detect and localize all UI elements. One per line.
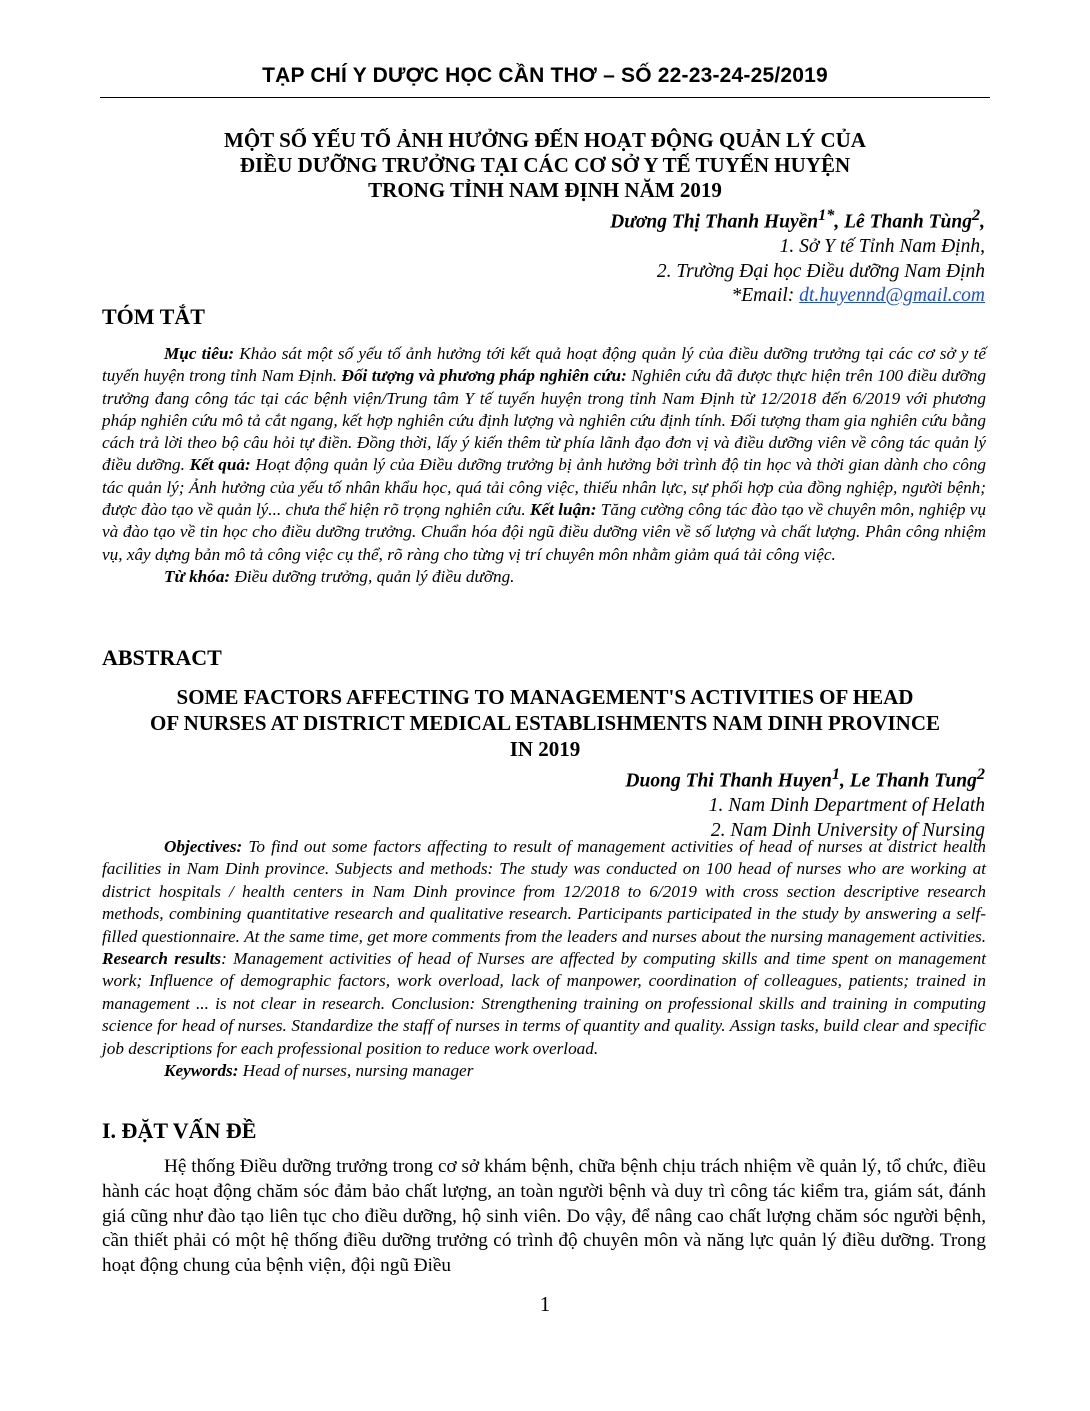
title-vi-line: MỘT SỐ YẾU TỐ ẢNH HƯỞNG ĐẾN HOẠT ĐỘNG QUẢN LÝ CỦA <box>224 128 866 152</box>
author-block-vi <box>610 203 985 309</box>
affiliation: 2. Nam Dinh University of Nursing <box>710 819 985 841</box>
affiliation: 2. Trường Đại học Điều dưỡng Nam Định <box>656 260 985 282</box>
journal-header: TẠP CHÍ Y DƯỢC HỌC CẦN THƠ – SỐ 22-23-24-25/2019 <box>262 64 828 87</box>
author-name: Lê Thanh Tùng <box>844 211 972 233</box>
email-label: *Email: <box>731 285 800 306</box>
objectives-label: Objectives: <box>164 837 243 856</box>
title-vi-line: ĐIỀU DƯỠNG TRƯỞNG TẠI CÁC CƠ SỞ Y TẾ TUYẾN HUYỆN <box>239 153 851 177</box>
author-superscript: 1* <box>818 206 835 224</box>
header-rule <box>100 97 990 98</box>
author-superscript: 2 <box>976 765 985 783</box>
abstract-paragraph <box>102 836 986 1060</box>
keywords-label-en: Keywords: <box>164 1061 239 1081</box>
author-name: Le Thanh Tung <box>849 770 977 792</box>
author-name: Duong Thi Thanh Huyen <box>625 770 832 792</box>
keywords-paragraph <box>102 566 986 588</box>
authors-vi: Dương Thị Thanh Huyền$^{1*}$, Lê Thanh Tùng$^2$, <box>610 206 985 233</box>
research-results-text: : Management activities of head of Nurses are affected by computing skills and time spent on management work; Influence of demographic factors, work overload, lack of manpower, coordination of colleagues, patients; trained in management ... is not clear in research. Conclusion: Strengthening training on professional skills and training in computing science for head of nurses. Standardize the staff of nurses in terms of quantity and quality. Assign tasks, build clear and specific job descriptions for each professional position to reduce work overload. <box>102 949 987 1058</box>
results-text: Hoạt động quản lý của Điều dưỡng trưởng bị ảnh hưởng bởi trình độ tin học và thời gian dành cho công tác quản lý; Ảnh hưởng của yếu tố nhân khẩu học, quá tải công việc, thiếu nhân lực, sự phối hợp của đồng nghiệp, người bệnh; được đào tạo về quản lý... chưa thể hiện rõ trọng nghiên cứu. <box>102 455 987 520</box>
keywords-label: Từ khóa: <box>164 566 231 586</box>
research-results-label: Research results <box>102 949 222 969</box>
summary-vi-body <box>102 343 986 588</box>
email-line <box>610 284 985 309</box>
abstract-heading: ABSTRACT <box>102 645 222 670</box>
introduction-paragraph: Hệ thống Điều dưỡng trưởng trong cơ sở khám bệnh, chữa bệnh chịu trách nhiệm về quản lý, tổ chức, điều hành các hoạt động chăm sóc đảm bảo chất lượng, an toàn người bệnh và duy trì công tác kiểm tra, giám sát, đánh giá cũng như đào tạo liên tục cho điều dưỡng, hộ sinh viên. Do vậy, để nâng cao chất lượng chăm sóc người bệnh, cần thiết phải có một hệ thống điều dưỡng trưởng có trình độ chuyên môn và năng lực quản lý điều dưỡng. Trong hoạt động chung của bệnh viện, đội ngũ Điều <box>102 1156 986 1277</box>
affiliation: 1. Sở Y tế Tỉnh Nam Định, <box>779 236 985 257</box>
keywords-text-en: Head of nurses, nursing manager <box>238 1061 474 1081</box>
methods-text: Nghiên cứu đã được thực hiện trên 100 điều dưỡng trưởng đang công tác tại các bệnh viện/Trung tâm Y tế tuyến huyện trong tỉnh Nam Định từ 12/2018 đến 6/2019 với phương pháp nghiên cứu mô tả cắt ngang, kết hợp nghiên cứu định lượng và nghiên cứu định tính. Đối tượng tham gia nghiên cứu bằng cách trả lời theo bộ câu hỏi tự điền. Đồng thời, lấy ý kiến thêm từ phía lãnh đạo đơn vị và điều dưỡng viên về công tác quản lý điều dưỡng. <box>102 366 986 475</box>
title-en-line: IN 2019 <box>509 737 581 761</box>
article-title-vi <box>100 128 990 203</box>
summary-heading: TÓM TẮT <box>102 304 205 329</box>
conclusion-text: Tăng cường công tác đào tạo về chuyên môn, nghiệp vụ và đào tạo về tin học cho điều dưỡng trưởng. Chuẩn hóa đội ngũ điều dưỡng viên về số lượng và chất lượng. Phân công nhiệm vụ, xây dựng bản mô tả công việc cụ thể, rõ ràng cho từng vị trí chuyên môn nhằm giảm quá tải công việc. <box>102 500 987 564</box>
author-name: Dương Thị Thanh Huyền <box>610 211 819 233</box>
email-link[interactable]: dt.huyennd@gmail.com <box>799 285 985 306</box>
authors-en: Duong Thi Thanh Huyen$^1$, Le Thanh Tung$^2$ <box>625 765 985 792</box>
keywords-paragraph-en <box>102 1060 986 1082</box>
summary-paragraph <box>102 343 986 566</box>
article-title-en <box>100 684 990 762</box>
abstract-en-body <box>102 836 986 1082</box>
keywords-text: Điều dưỡng trưởng, quản lý điều dưỡng. <box>230 566 515 586</box>
title-en-line: SOME FACTORS AFFECTING TO MANAGEMENT'S ACTIVITIES OF HEAD <box>176 685 914 709</box>
introduction-body <box>102 1155 986 1279</box>
section-heading-introduction: I. ĐẶT VẤN ĐỀ <box>102 1118 257 1143</box>
objectives-text: To find out some factors affecting to result of management activities of head of nurses at district health facilities in Nam Dinh province. Subjects and methods: The study was conducted on 100 head of nurses who are working at district hospitals / health centers in Nam Dinh province from 12/2018 to 6/2019 with cross section descriptive research methods, combining quantitative research and qualitative research. Participants participated in the study by answering a self-filled questionnaire. At the same time, get more comments from the leaders and nurses about the nursing management activities. <box>102 837 986 946</box>
conclusion-label: Kết luận: <box>530 500 597 520</box>
methods-label: Đối tượng và phương pháp nghiên cứu: <box>341 366 627 386</box>
author-block-en <box>625 762 985 843</box>
title-en-line: OF NURSES AT DISTRICT MEDICAL ESTABLISHMENTS NAM DINH PROVINCE <box>150 711 940 735</box>
objective-text: Khảo sát một số yếu tố ảnh hưởng tới kết quả hoạt động quản lý của điều dưỡng trưởng tại các cơ sở y tế tuyến huyện trong tỉnh Nam Định. <box>102 344 986 386</box>
author-superscript: 1 <box>831 765 840 783</box>
affiliation: 1. Nam Dinh Department of Helath <box>708 795 985 816</box>
results-label: Kết quả: <box>189 455 251 475</box>
author-superscript: 2 <box>972 206 981 224</box>
page-number: 1 <box>539 1292 551 1316</box>
objective-label: Mục tiêu: <box>164 344 235 363</box>
title-vi-line: TRONG TỈNH NAM ĐỊNH NĂM 2019 <box>368 178 722 202</box>
